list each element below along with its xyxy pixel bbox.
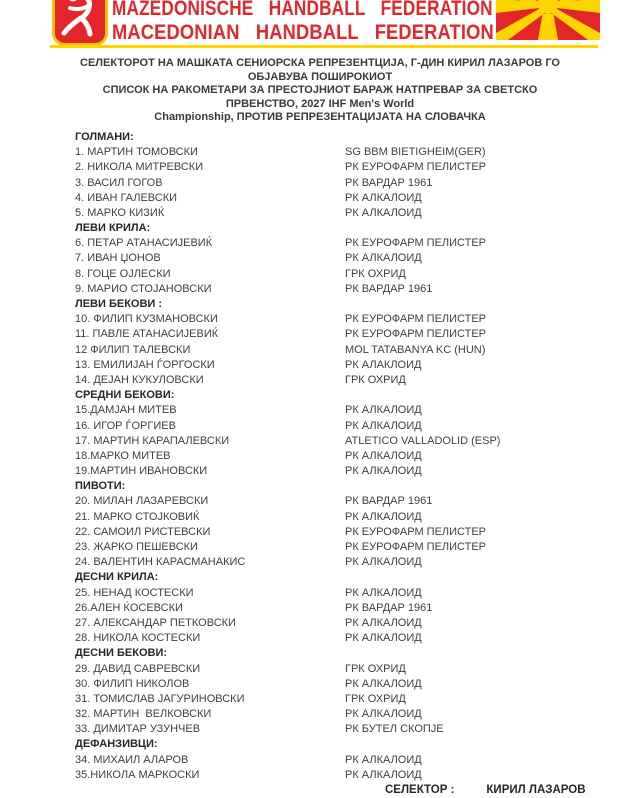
player-name: 22. САМОИЛ РИСТЕВСКИ	[75, 525, 211, 538]
player-row	[75, 449, 640, 464]
player-row	[75, 464, 640, 479]
player-name: 6. ПЕТАР АТАНАСИЈЕВИЌ	[75, 237, 213, 250]
player-name: 3. ВАСИЛ ГОГОВ	[75, 176, 163, 189]
player-club: РК АЛКАЛОИД	[345, 708, 422, 721]
player-row	[75, 692, 640, 707]
player-row	[75, 419, 640, 434]
player-club: РК ЕУРОФАРМ ПЕЛИСТЕР	[345, 161, 487, 174]
section-title: СРЕДНИ БЕКОВИ:	[75, 389, 175, 402]
player-row	[75, 251, 640, 266]
selector-coach-name: КИРИЛ ЛАЗАРОВ	[486, 784, 586, 797]
player-name: 5. МАРКО КИЗИЌ	[75, 206, 165, 219]
player-club: ГРК ОХРИД	[345, 662, 406, 675]
player-row	[75, 510, 640, 525]
player-name: 32. МАРТИН ВЕЛКОВСКИ	[75, 708, 212, 721]
player-name: 14. ДЕЈАН КУКУЛОВСКИ	[75, 373, 204, 386]
player-name: 31. ТОМИСЛАВ ЈАГУРИНОВСКИ	[75, 692, 245, 705]
player-name: 19.МАРТИН ИВАНОВСКИ	[75, 465, 208, 478]
player-name: 34. МИХАИЛ АЛАРОВ	[75, 753, 189, 766]
player-name: 18.МАРКО МИТЕВ	[75, 449, 171, 462]
federation-title-english: MACEDONIAN HANDBALL FEDERATION	[112, 19, 494, 44]
section-title: ДЕСНИ КРИЛА:	[75, 571, 159, 584]
player-name: 16. ИГОР ЃОРГИЕВ	[75, 419, 176, 432]
announcement-line-2: СПИСОК НА РАКОМЕТАРИ ЗА ПРЕСТОЈНИОТ БАРАЖ НАТПРЕВАР ЗА СВЕТСКО ПРВЕНСТВО, 2027 IHF Men's World	[102, 84, 538, 110]
player-row	[75, 343, 640, 358]
player-row	[75, 358, 640, 373]
player-club: РК АЛКАЛОИД	[345, 191, 422, 204]
section-title: ПИВОТИ:	[75, 480, 126, 493]
player-club: РК АЛКАЛОИД	[345, 616, 422, 629]
federation-titles	[112, 0, 498, 44]
player-club: РК АЛКАЛОИД	[345, 404, 422, 417]
player-row	[75, 160, 640, 175]
player-name: 13. ЕМИЛИЈАН ЃОРГОСКИ	[75, 358, 215, 371]
player-club: РК АЛКАЛОИД	[345, 632, 422, 645]
player-name: 9. МАРИО СТОЈАНОВСКИ	[75, 282, 212, 295]
player-name: 2. НИКОЛА МИТРЕВСКИ	[75, 161, 204, 174]
player-name: 27. АЛЕКСАНДАР ПЕТКОВСКИ	[75, 616, 236, 629]
player-name: 23. ЖАРКО ПЕШЕВСКИ	[75, 541, 198, 554]
player-row	[75, 753, 640, 768]
player-row	[75, 722, 640, 737]
player-club: MOL TATABANYA KC (HUN)	[345, 343, 486, 356]
player-row	[75, 282, 640, 297]
federation-title-german: MAZEDONISCHE HANDBALL FEDERATION	[112, 0, 493, 20]
player-row	[75, 494, 640, 509]
player-row	[75, 616, 640, 631]
player-name: 28. НИКОЛА КОСТЕСКИ	[75, 632, 201, 645]
player-club: РК АЛКАЛОИД	[345, 510, 422, 523]
player-name: 26.АЛЕН ЌОСЕВСКИ	[75, 601, 183, 614]
player-club: ATLETICO VALLADOLID (ESP)	[345, 434, 501, 447]
player-club: РК АЛКАЛОИД	[345, 768, 422, 781]
section-title: ДЕФАНЗИВЦИ:	[75, 738, 158, 751]
player-name: 1. МАРТИН ТОМОВСКИ	[75, 146, 198, 159]
player-row	[75, 145, 640, 160]
player-row	[75, 768, 640, 783]
player-row	[75, 434, 640, 449]
roster	[0, 130, 640, 783]
player-club: РК ЕУРОФАРМ ПЕЛИСТЕР	[345, 525, 487, 538]
player-name: 15.ДАМЈАН МИТЕВ	[75, 404, 177, 417]
player-row	[75, 373, 640, 388]
player-name: 11. ПАВЛЕ АТАНАСИЈЕВИЌ	[75, 328, 219, 341]
section-title: ГОЛМАНИ:	[75, 130, 134, 143]
player-club: РК ВАРДАР 1961	[345, 282, 433, 295]
macedonian-flag	[496, 0, 600, 40]
player-club: РК ВАРДАР 1961	[345, 495, 433, 508]
announcement-line-1: СЕЛЕКТОРОТ НА МАШКАТА СЕНИОРСКА РЕПРЕЗЕНТЦИЈА, Г-ДИН КИРИЛ ЛАЗАРОВ ГО ОБЈАВУВА ПОШИРОКИОТ	[80, 57, 560, 83]
player-club: ГРК ОХРИД	[345, 692, 406, 705]
player-club: РК АЛКАЛОИД	[345, 449, 422, 462]
player-club: ГРК ОХРИД	[345, 373, 406, 386]
player-club: РК АЛКАЛОИД	[345, 252, 422, 265]
section-title: ЛЕВИ БЕКОВИ :	[75, 298, 163, 311]
player-row	[75, 327, 640, 342]
player-name: 29. ДАВИД САВРЕВСКИ	[75, 662, 201, 675]
player-club: РК АЛКАЛОИД	[345, 753, 422, 766]
gold-divider-line	[50, 45, 598, 48]
player-club: РК АЛКАЛОИД	[345, 419, 422, 432]
player-name: 25. НЕНАД КОСТЕСКИ	[75, 586, 194, 599]
player-name: 12 ФИЛИП ТАЛЕВСКИ	[75, 343, 191, 356]
section-title: ДЕСНИ БЕКОВИ:	[75, 647, 168, 660]
player-club: РК АЛКАЛОИД	[345, 677, 422, 690]
selector-label: СЕЛЕКТОР :	[385, 784, 455, 797]
selector-footer	[0, 783, 640, 798]
player-club: РК ЕУРОФАРМ ПЕЛИСТЕР	[345, 313, 487, 326]
player-row	[75, 206, 640, 221]
federation-header	[0, 0, 640, 46]
section-title: ЛЕВИ КРИЛА:	[75, 222, 151, 235]
player-club: РК ЕУРОФАРМ ПЕЛИСТЕР	[345, 237, 487, 250]
player-name: 33. ДИМИТАР УЗУНЧЕВ	[75, 723, 201, 736]
player-name: 24. ВАЛЕНТИН КАРАСМАНАКИС	[75, 556, 246, 569]
player-club: РК ЕУРОФАРМ ПЕЛИСТЕР	[345, 541, 487, 554]
player-row	[75, 403, 640, 418]
player-row	[75, 540, 640, 555]
player-row	[75, 312, 640, 327]
player-club: РК ЕУРОФАРМ ПЕЛИСТЕР	[345, 328, 487, 341]
player-club: РК АЛКАЛОИД	[345, 465, 422, 478]
player-row	[75, 586, 640, 601]
player-row	[75, 236, 640, 251]
player-club: РК АЛКАЛОИД	[345, 556, 422, 569]
federation-logo	[52, 0, 108, 46]
player-club: РК БУТЕЛ СКОПЈЕ	[345, 723, 444, 736]
player-row	[75, 555, 640, 570]
player-club: SG BBM BIETIGHEIM(GER)	[345, 146, 486, 159]
player-name: 10. ФИЛИП КУЗМАНОВСКИ	[75, 313, 218, 326]
player-row	[75, 677, 640, 692]
player-name: 4. ИВАН ГАЛЕВСКИ	[75, 191, 178, 204]
player-club: ГРК ОХРИД	[345, 267, 406, 280]
player-row	[75, 707, 640, 722]
announcement-text	[0, 57, 640, 125]
player-club: РК ВАРДАР 1961	[345, 176, 433, 189]
player-row	[75, 191, 640, 206]
player-name: 17. МАРТИН КАРАПАЛЕВСКИ	[75, 434, 230, 447]
announcement-line-3: Championship, ПРОТИВ РЕПРЕЗЕНТАЦИЈАТА НА СЛОВАЧКА	[154, 111, 486, 124]
player-club: РК АЛКАЛОИД	[345, 586, 422, 599]
player-name: 20. МИЛАН ЛАЗАРЕВСКИ	[75, 495, 209, 508]
player-club: РК АЛАКЛОИД	[345, 358, 422, 371]
player-name: 7. ИВАН ЏОНОВ	[75, 252, 161, 265]
player-name: 8. ГОЦЕ ОЈЛЕСКИ	[75, 267, 171, 280]
player-row	[75, 662, 640, 677]
player-club: РК АЛКАЛОИД	[345, 206, 422, 219]
player-name: 35.НИКОЛА МАРКОСКИ	[75, 768, 200, 781]
player-club: РК ВАРДАР 1961	[345, 601, 433, 614]
player-row	[75, 601, 640, 616]
player-name: 21. МАРКО СТОЈКОВИЌ	[75, 510, 200, 523]
player-row	[75, 631, 640, 646]
player-name: 30. ФИЛИП НИКОЛОВ	[75, 677, 190, 690]
player-row	[75, 267, 640, 282]
player-row	[75, 525, 640, 540]
player-row	[75, 176, 640, 191]
